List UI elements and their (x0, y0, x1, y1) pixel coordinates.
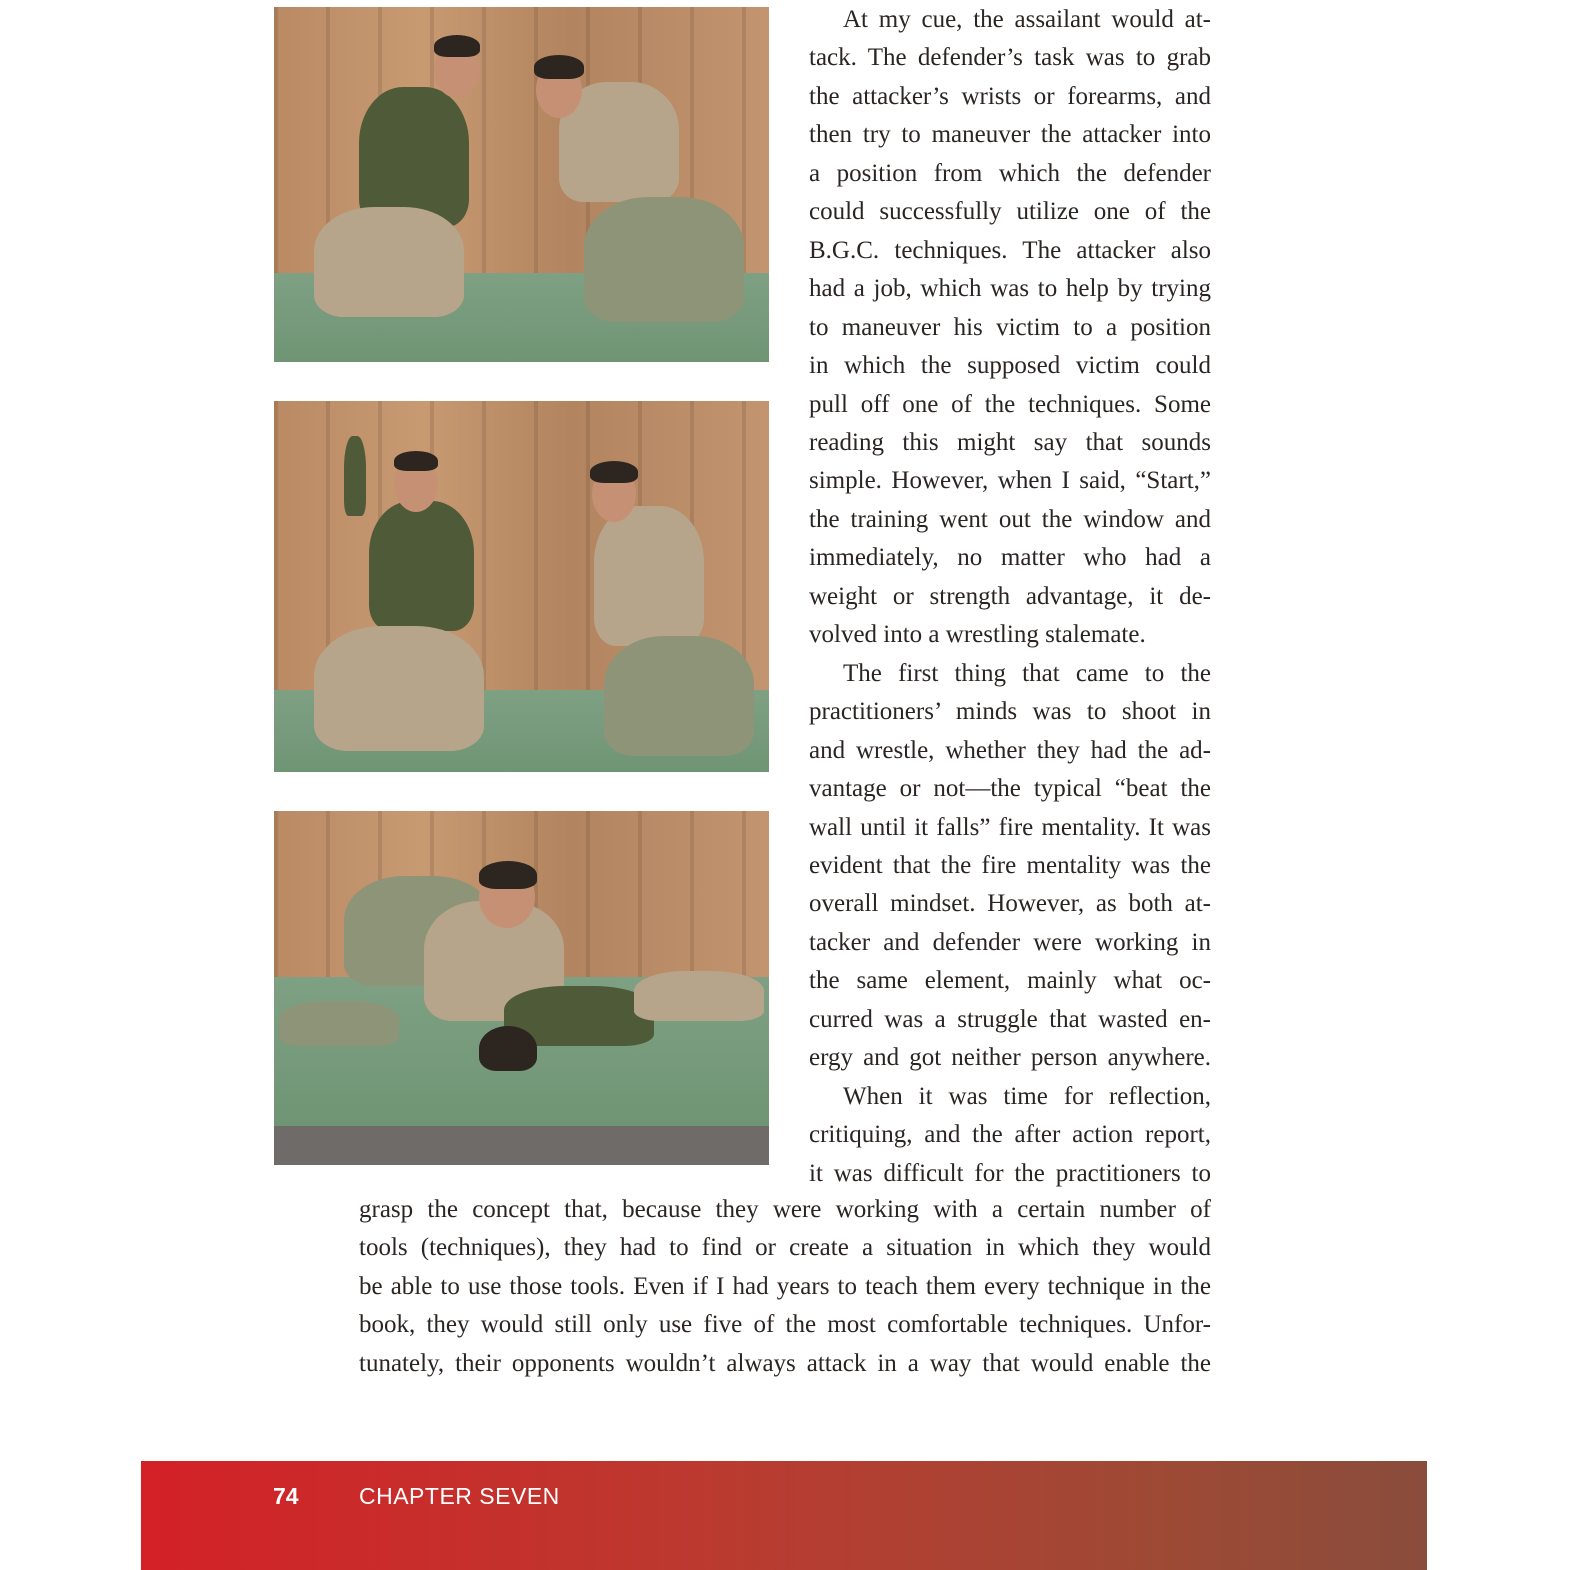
text-line: When it was time for reflection, (843, 1082, 1211, 1110)
text-line: overall mindset. However, as both at- (809, 890, 1211, 918)
text-line: had a job, which was to help by trying (809, 275, 1211, 303)
text-line: ergy and got neither person anywhere. (809, 1044, 1211, 1072)
text-line: and wrestle, whether they had the ad- (809, 736, 1211, 764)
text-line: simple. However, when I said, “Start,” (809, 467, 1211, 495)
text-line: the attacker’s wrists or forearms, and (809, 82, 1211, 110)
text-line: weight or strength advantage, it de- (809, 582, 1211, 610)
text-line: in which the supposed victim could (809, 352, 1211, 380)
text-line: then try to maneuver the attacker into (809, 121, 1211, 149)
photo-kneeling-face-off (274, 7, 769, 362)
text-line: wall until it falls” fire mentality. It was (809, 813, 1211, 841)
text-line: book, they would still only use five of the most comfortable techniques. Unfor- (359, 1311, 1211, 1339)
text-line: critiquing, and the after action report, (809, 1121, 1211, 1149)
text-line: volved into a wrestling stalemate. (809, 621, 1146, 649)
text-line: vantage or not—the typical “beat the (809, 775, 1211, 803)
text-line: B.G.C. techniques. The attacker also (809, 236, 1211, 264)
text-line: reading this might say that sounds (809, 428, 1211, 456)
text-line: The first thing that came to the (843, 659, 1211, 687)
text-line: curred was a struggle that wasted en- (809, 1005, 1211, 1033)
photo-ground-control (274, 811, 769, 1165)
body-text-column (809, 1, 1211, 1193)
text-line: to maneuver his victim to a position (809, 313, 1211, 341)
text-line: tack. The defender’s task was to grab (809, 44, 1211, 72)
text-line: be able to use those tools. Even if I had years to teach them every technique in the (359, 1272, 1211, 1300)
page-number: 74 (273, 1483, 299, 1509)
text-line: tacker and defender were working in (809, 928, 1211, 956)
chapter-title: CHAPTER SEVEN (359, 1483, 560, 1509)
text-line: tools (techniques), they had to find or create a situation in which they would (359, 1234, 1211, 1262)
text-line: practitioners’ minds was to shoot in (809, 698, 1211, 726)
text-line: a position from which the defender (809, 159, 1211, 187)
text-line: pull off one of the techniques. Some (809, 390, 1211, 418)
body-text-full-width (359, 1191, 1211, 1383)
text-line: could successfully utilize one of the (809, 198, 1211, 226)
text-line: the training went out the window and (809, 505, 1211, 533)
text-line: tunately, their opponents wouldn’t always attack in a way that would enable the (359, 1349, 1211, 1377)
text-line: immediately, no matter who had a (809, 544, 1211, 572)
photo-overhead-knife-attack (274, 401, 769, 772)
text-line: evident that the fire mentality was the (809, 851, 1211, 879)
text-line: At my cue, the assailant would at- (843, 6, 1211, 33)
text-line: the same element, mainly what oc- (809, 967, 1211, 995)
text-line: grasp the concept that, because they were working with a certain number of (359, 1196, 1211, 1223)
footer-bar (141, 1461, 1427, 1570)
text-line: it was difficult for the practitioners to (809, 1159, 1211, 1187)
